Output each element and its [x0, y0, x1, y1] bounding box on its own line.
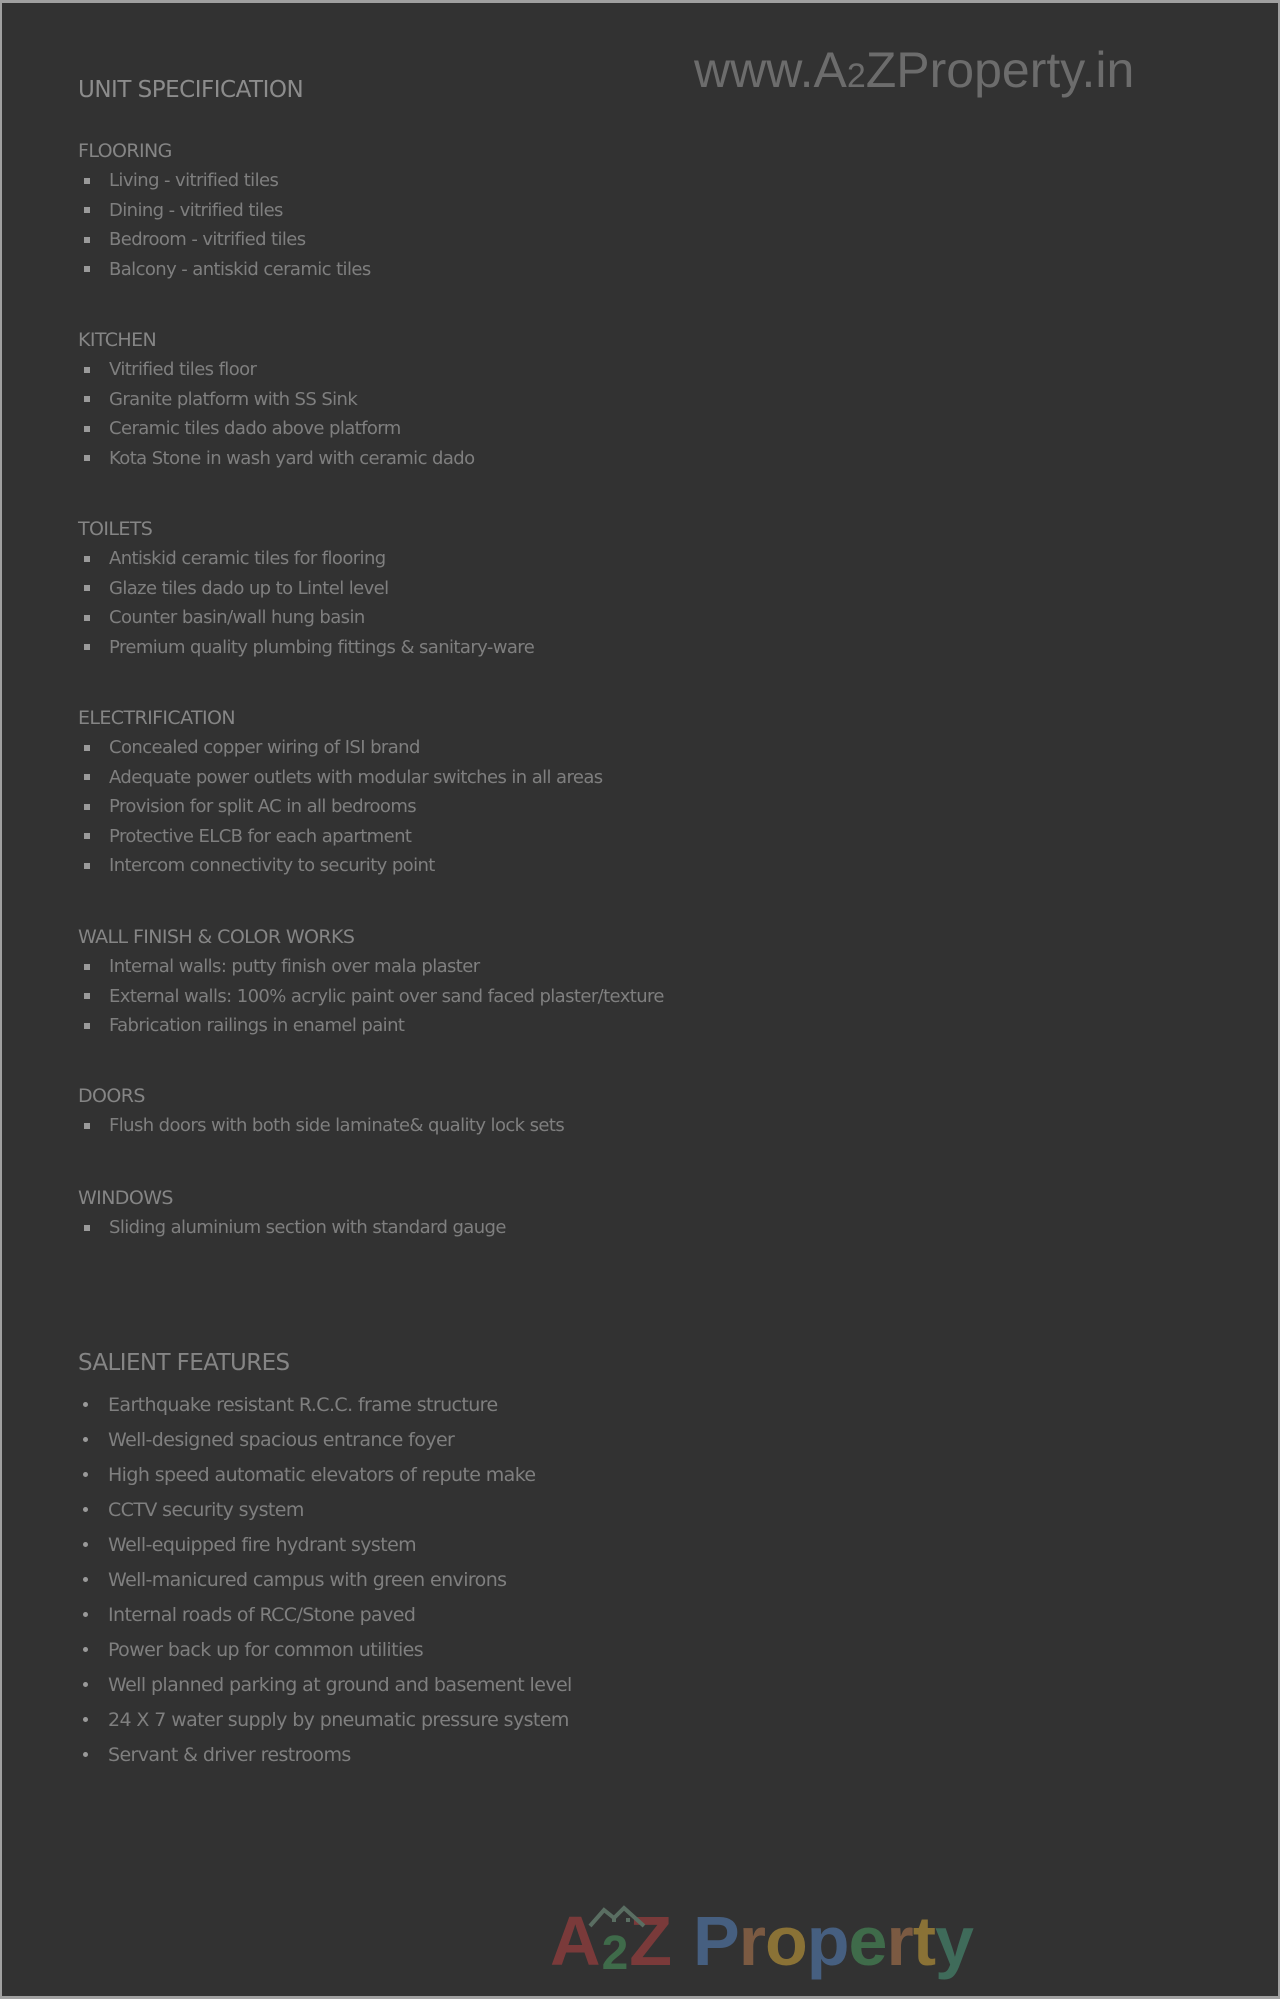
- list-item: [78, 603, 534, 633]
- bullet-icon: [84, 367, 90, 373]
- list-item: [78, 1422, 572, 1457]
- section-title: KITCHEN: [78, 329, 157, 351]
- section-toilets: [78, 514, 534, 662]
- bullet-icon: [84, 644, 90, 650]
- bullet-icon: [83, 1472, 88, 1477]
- section-title: SALIENT FEATURES: [78, 1350, 290, 1376]
- item-text: Bedroom - vitrified tiles: [109, 229, 306, 251]
- list-item: [78, 733, 603, 763]
- bullet-icon: [84, 1023, 90, 1029]
- item-text: Protective ELCB for each apartment: [109, 825, 412, 847]
- item-text: Servant & driver restrooms: [108, 1743, 351, 1766]
- bullet-icon: [84, 455, 90, 461]
- list-item: [78, 1457, 572, 1492]
- logo-letter: e: [848, 1902, 887, 1980]
- section-doors: [78, 1081, 564, 1141]
- bullet-icon: [84, 556, 90, 562]
- bullet-icon: [84, 266, 90, 272]
- house-roof-icon: [588, 1904, 648, 1928]
- bullet-icon: [83, 1437, 88, 1442]
- watermark-url-suffix: ZProperty.in: [865, 42, 1135, 98]
- list-item: [78, 1702, 572, 1737]
- item-text: Well-equipped fire hydrant system: [108, 1533, 417, 1556]
- section-windows: [78, 1183, 506, 1243]
- bullet-icon: [83, 1507, 88, 1512]
- logo-letter: y: [935, 1902, 973, 1980]
- logo-letter: t: [912, 1902, 936, 1980]
- section-kitchen: [78, 325, 475, 473]
- item-text: CCTV security system: [108, 1498, 304, 1521]
- logo-letter: p: [806, 1902, 849, 1980]
- logo-two: 2: [601, 1927, 628, 1980]
- section-title: TOILETS: [78, 518, 153, 540]
- bullet-icon: [83, 1402, 88, 1407]
- item-text: Glaze tiles dado up to Lintel level: [109, 577, 389, 599]
- page-title: UNIT SPECIFICATION: [78, 77, 304, 103]
- bullet-icon: [84, 863, 90, 869]
- item-text: Intercom connectivity to security point: [109, 855, 435, 877]
- bullet-icon: [84, 585, 90, 591]
- bullet-icon: [84, 993, 90, 999]
- section-electrification: [78, 703, 603, 881]
- bullet-icon: [84, 745, 90, 751]
- list-item: [78, 414, 475, 444]
- item-text: Adequate power outlets with modular switches in all areas: [109, 766, 603, 788]
- list-item: [78, 1597, 572, 1632]
- item-text: Living - vitrified tiles: [109, 170, 279, 192]
- item-text: Vitrified tiles floor: [109, 359, 257, 381]
- section-wall-finish: [78, 922, 664, 1041]
- item-text: Counter basin/wall hung basin: [109, 607, 365, 629]
- logo-letter: o: [764, 1902, 807, 1980]
- item-text: Sliding aluminium section with standard gauge: [109, 1217, 506, 1239]
- bullet-icon: [84, 774, 90, 780]
- bullet-icon: [84, 426, 90, 432]
- list-item: [78, 225, 371, 255]
- list-item: [78, 574, 534, 604]
- bullet-icon: [83, 1682, 88, 1687]
- list-item: [78, 982, 664, 1012]
- list-item: [78, 1667, 572, 1702]
- list-item: [78, 1213, 506, 1243]
- section-salient-features: [78, 1343, 572, 1772]
- item-text: Internal roads of RCC/Stone paved: [108, 1603, 416, 1626]
- item-text: Flush doors with both side laminate& quality lock sets: [109, 1115, 565, 1137]
- bullet-icon: [84, 207, 90, 213]
- section-title: DOORS: [78, 1085, 145, 1107]
- a2z-property-logo: [550, 1901, 973, 1981]
- bullet-icon: [83, 1647, 88, 1652]
- list-item: [78, 355, 475, 385]
- list-item: [78, 792, 603, 822]
- item-text: Premium quality plumbing fittings & sanitary-ware: [109, 636, 535, 658]
- item-text: Power back up for common utilities: [108, 1638, 424, 1661]
- watermark-url: [694, 41, 1134, 99]
- item-text: Internal walls: putty finish over mala plaster: [109, 956, 480, 978]
- item-text: Granite platform with SS Sink: [109, 388, 358, 410]
- watermark-url-sub: 2: [846, 57, 866, 95]
- item-text: 24 X 7 water supply by pneumatic pressure system: [108, 1708, 569, 1731]
- list-item: [78, 633, 534, 663]
- bullet-icon: [83, 1577, 88, 1582]
- logo-letter: r: [738, 1902, 765, 1980]
- bullet-icon: [84, 964, 90, 970]
- list-item: [78, 166, 371, 196]
- spec-page: [2, 3, 1278, 1996]
- list-item: [78, 822, 603, 852]
- item-text: Ceramic tiles dado above platform: [109, 418, 401, 440]
- bullet-icon: [84, 178, 90, 184]
- list-item: [78, 1632, 572, 1667]
- logo-letter: P: [693, 1902, 739, 1980]
- list-item: [78, 544, 534, 574]
- bullet-icon: [84, 833, 90, 839]
- list-item: [78, 1492, 572, 1527]
- logo-letter: Z: [629, 1902, 672, 1980]
- list-item: [78, 1387, 572, 1422]
- item-text: Antiskid ceramic tiles for flooring: [109, 548, 386, 570]
- logo-letter: A: [550, 1902, 600, 1980]
- list-item: [78, 1737, 572, 1772]
- list-item: [78, 763, 603, 793]
- list-item: [78, 255, 371, 285]
- item-text: Concealed copper wiring of ISI brand: [109, 737, 420, 759]
- bullet-icon: [83, 1542, 88, 1547]
- item-text: Well-manicured campus with green environs: [108, 1568, 507, 1591]
- logo-letter: [602, 1926, 628, 1981]
- bullet-icon: [84, 615, 90, 621]
- bullet-icon: [84, 1123, 90, 1129]
- list-item: [78, 1011, 664, 1041]
- item-text: Dining - vitrified tiles: [109, 199, 283, 221]
- list-item: [78, 196, 371, 226]
- list-item: [78, 1562, 572, 1597]
- list-item: [78, 1527, 572, 1562]
- item-text: Well planned parking at ground and basement level: [108, 1673, 572, 1696]
- bullet-icon: [84, 1225, 90, 1231]
- bullet-icon: [84, 396, 90, 402]
- bullet-icon: [84, 804, 90, 810]
- item-text: Fabrication railings in enamel paint: [109, 1015, 405, 1037]
- item-text: Well-designed spacious entrance foyer: [108, 1428, 455, 1451]
- bullet-icon: [83, 1752, 88, 1757]
- bullet-icon: [83, 1717, 88, 1722]
- section-flooring: [78, 136, 371, 284]
- section-title: FLOORING: [78, 140, 172, 162]
- list-item: [78, 851, 603, 881]
- section-title: WALL FINISH & COLOR WORKS: [78, 926, 355, 948]
- list-item: [78, 952, 664, 982]
- list-item: [78, 1111, 564, 1141]
- item-text: Kota Stone in wash yard with ceramic dado: [109, 447, 475, 469]
- bullet-icon: [84, 237, 90, 243]
- item-text: External walls: 100% acrylic paint over sand faced plaster/texture: [109, 985, 664, 1007]
- bullet-icon: [83, 1612, 88, 1617]
- list-item: [78, 444, 475, 474]
- section-title: ELECTRIFICATION: [78, 707, 235, 729]
- item-text: High speed automatic elevators of repute make: [108, 1463, 536, 1486]
- item-text: Balcony - antiskid ceramic tiles: [109, 258, 371, 280]
- list-item: [78, 385, 475, 415]
- item-text: Earthquake resistant R.C.C. frame structure: [108, 1393, 498, 1416]
- item-text: Provision for split AC in all bedrooms: [109, 796, 417, 818]
- watermark-url-prefix: www.A: [694, 42, 847, 98]
- section-title: WINDOWS: [78, 1187, 173, 1209]
- logo-letter: r: [886, 1902, 913, 1980]
